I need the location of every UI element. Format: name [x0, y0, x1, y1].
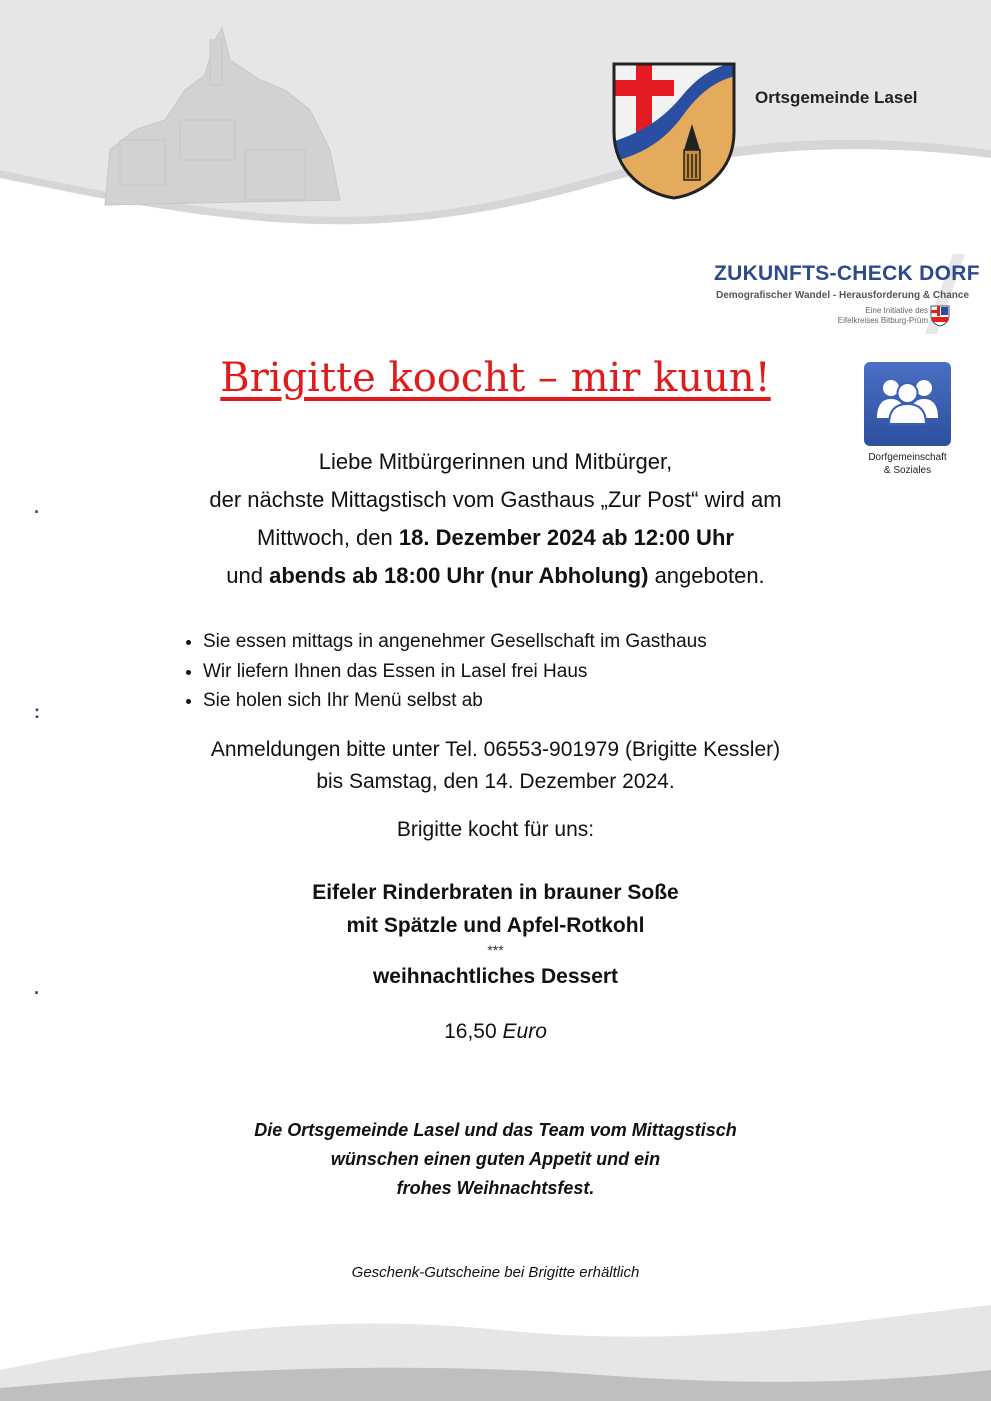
zukunftscheck-initiative — [820, 306, 928, 326]
greeting-line-1: Die Ortsgemeinde Lasel und das Team vom Mittagstisch — [254, 1120, 737, 1140]
page-title: Brigitte koocht – mir kuun! — [220, 355, 771, 401]
dorf-label-line-1: Dorfgemeinschaft — [868, 452, 947, 463]
intro-line-1: Liebe Mitbürgerinnen und Mitbürger, — [318, 449, 673, 474]
org-name: Ortsgemeinde Lasel — [755, 88, 918, 107]
intro-text — [0, 443, 991, 595]
main-course-line-1: Eifeler Rinderbraten in brauner Soße — [312, 881, 679, 904]
coat-of-arms-icon — [612, 62, 736, 200]
list-item: • Sie holen sich Ihr Menü selbst ab — [203, 686, 707, 716]
price-amount: 16,50 — [444, 1020, 497, 1043]
registration-deadline: bis Samstag, den 14. Dezember 2024. — [316, 770, 675, 793]
footer-wave-background — [0, 1300, 991, 1401]
registration-info — [0, 734, 991, 798]
evening-pickup-time: abends ab 18:00 Uhr (nur Abholung) — [269, 563, 649, 588]
intro-line-3 — [0, 519, 991, 557]
intro-line-4 — [0, 557, 991, 595]
list-item: • Wir liefern Ihnen das Essen in Lasel frei Haus — [203, 657, 707, 687]
price — [0, 1020, 991, 1044]
intro-line-3-text: Mittwoch, den — [257, 525, 399, 550]
dorf-label-line-2: & Soziales — [883, 465, 932, 476]
voucher-note: Geschenk-Gutscheine bei Brigitte erhältlich — [351, 1264, 640, 1281]
price-currency: Euro — [502, 1020, 547, 1043]
zukunftscheck-subtitle: Demografischer Wandel - Herausforderung & Chance — [716, 290, 970, 301]
options-list — [175, 627, 707, 716]
menu-main-course — [0, 876, 991, 942]
initiative-line-1: Eine Initiative des — [865, 306, 928, 315]
list-item: • Sie essen mittags in angenehmer Gesellschaft im Gasthaus — [203, 627, 707, 657]
intro-line-4-text: und — [226, 563, 270, 588]
menu-heading: Brigitte kocht für uns: — [396, 818, 595, 841]
intro-line-4-end: angeboten. — [648, 563, 765, 588]
event-date-time: 18. Dezember 2024 ab 12:00 Uhr — [398, 525, 734, 550]
initiative-line-2: Eifelkreises Bitburg-Prüm — [837, 316, 928, 325]
greeting-line-3: frohes Weihnachtsfest. — [396, 1178, 595, 1198]
intro-line-2: der nächste Mittagstisch vom Gasthaus „Zur Post“ wird am — [209, 487, 782, 512]
zukunftscheck-title: ZUKUNFTS-CHECK DORF — [714, 262, 980, 285]
margin-mark: · — [34, 983, 40, 1003]
menu-dessert: weihnachtliches Dessert — [372, 965, 619, 988]
margin-mark: · — [34, 502, 40, 522]
greeting-line-2: wünschen einen guten Appetit und ein — [330, 1149, 661, 1169]
eifelkreis-crest-icon — [930, 305, 950, 327]
closing-greeting — [0, 1116, 991, 1203]
main-course-line-2: mit Spätzle und Apfel-Rotkohl — [346, 914, 645, 937]
registration-phone: Anmeldungen bitte unter Tel. 06553-901979 (Brigitte Kessler) — [210, 738, 781, 761]
margin-mark: : — [34, 702, 40, 722]
header-wave-background — [0, 0, 991, 240]
menu-separator: *** — [487, 942, 504, 958]
